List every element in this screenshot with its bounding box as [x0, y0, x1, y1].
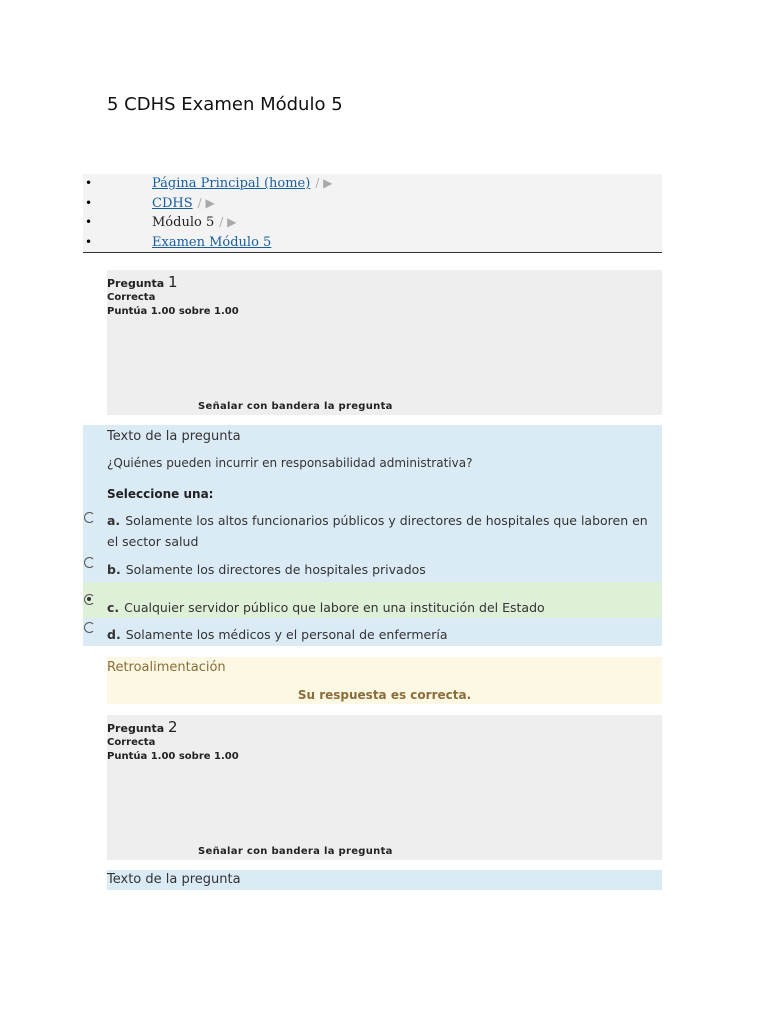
answer-letter: c.	[107, 600, 120, 615]
question-number: 1	[168, 273, 178, 291]
feedback-box	[107, 657, 662, 704]
question-1-info	[107, 270, 662, 415]
question-text-heading: Texto de la pregunta	[107, 872, 241, 887]
question-2-label	[107, 718, 178, 736]
question-grade: Puntúa 1.00 sobre 1.00	[107, 751, 239, 762]
answer-label: Solamente los médicos y el personal de enfermería	[125, 627, 448, 642]
answer-text	[107, 597, 655, 618]
answer-text	[107, 624, 655, 645]
flag-question-link[interactable]: Señalar con bandera la pregunta	[198, 401, 393, 412]
question-2-info	[107, 715, 662, 860]
breadcrumb-link-examen[interactable]: Examen Módulo 5	[152, 234, 272, 250]
question-number: 2	[168, 718, 178, 736]
answer-text	[107, 510, 655, 552]
answer-option-a[interactable]	[83, 509, 662, 552]
feedback-text: Su respuesta es correcta.	[297, 688, 472, 702]
answer-letter: d.	[107, 627, 121, 642]
breadcrumb-link-cdhs[interactable]: CDHS	[152, 195, 193, 211]
breadcrumb-item-modulo	[83, 213, 662, 233]
feedback-heading: Retroalimentación	[107, 660, 226, 675]
question-1-label	[107, 273, 178, 291]
breadcrumb-item-examen	[83, 233, 662, 253]
answer-label: Solamente los altos funcionarios públicos y directores de hospitales que laboren en el sector salud	[107, 513, 648, 549]
page-title: 5 CDHS Examen Módulo 5	[107, 94, 343, 115]
answer-label: Solamente los directores de hospitales privados	[125, 562, 426, 577]
answer-letter: a.	[107, 513, 121, 528]
question-text-heading: Texto de la pregunta	[107, 429, 241, 444]
answer-label: Cualquier servidor público que labore en una institución del Estado	[124, 600, 545, 615]
answer-letter: b.	[107, 562, 121, 577]
breadcrumb	[83, 174, 662, 253]
question-label-text: Pregunta	[107, 722, 165, 735]
answer-prompt: Seleccione una:	[107, 487, 214, 501]
question-text: ¿Quiénes pueden incurrir en responsabilidad administrativa?	[107, 456, 473, 470]
answer-option-b[interactable]	[83, 556, 662, 582]
breadcrumb-link-home[interactable]: Página Principal (home)	[152, 176, 311, 191]
question-2-formulation	[107, 870, 662, 890]
breadcrumb-separator: / ▶	[219, 215, 237, 229]
answer-option-c[interactable]	[83, 582, 662, 618]
flag-question-link[interactable]: Señalar con bandera la pregunta	[198, 846, 393, 857]
question-label-text: Pregunta	[107, 277, 165, 290]
radio-unchecked-icon[interactable]	[84, 557, 95, 568]
radio-checked-icon[interactable]	[84, 594, 95, 605]
radio-unchecked-icon[interactable]	[84, 512, 95, 523]
breadcrumb-item-cdhs	[83, 194, 662, 214]
breadcrumb-item-home	[83, 174, 662, 194]
breadcrumb-separator: / ▶	[197, 195, 215, 210]
question-grade: Puntúa 1.00 sobre 1.00	[107, 306, 239, 317]
radio-unchecked-icon[interactable]	[84, 622, 95, 633]
answer-text	[107, 559, 655, 580]
breadcrumb-separator: / ▶	[315, 176, 333, 190]
question-state: Correcta	[107, 737, 156, 748]
question-state: Correcta	[107, 292, 156, 303]
question-1-formulation	[83, 425, 662, 646]
answer-option-d[interactable]	[83, 618, 662, 646]
breadcrumb-text-modulo: Módulo 5	[152, 215, 215, 230]
